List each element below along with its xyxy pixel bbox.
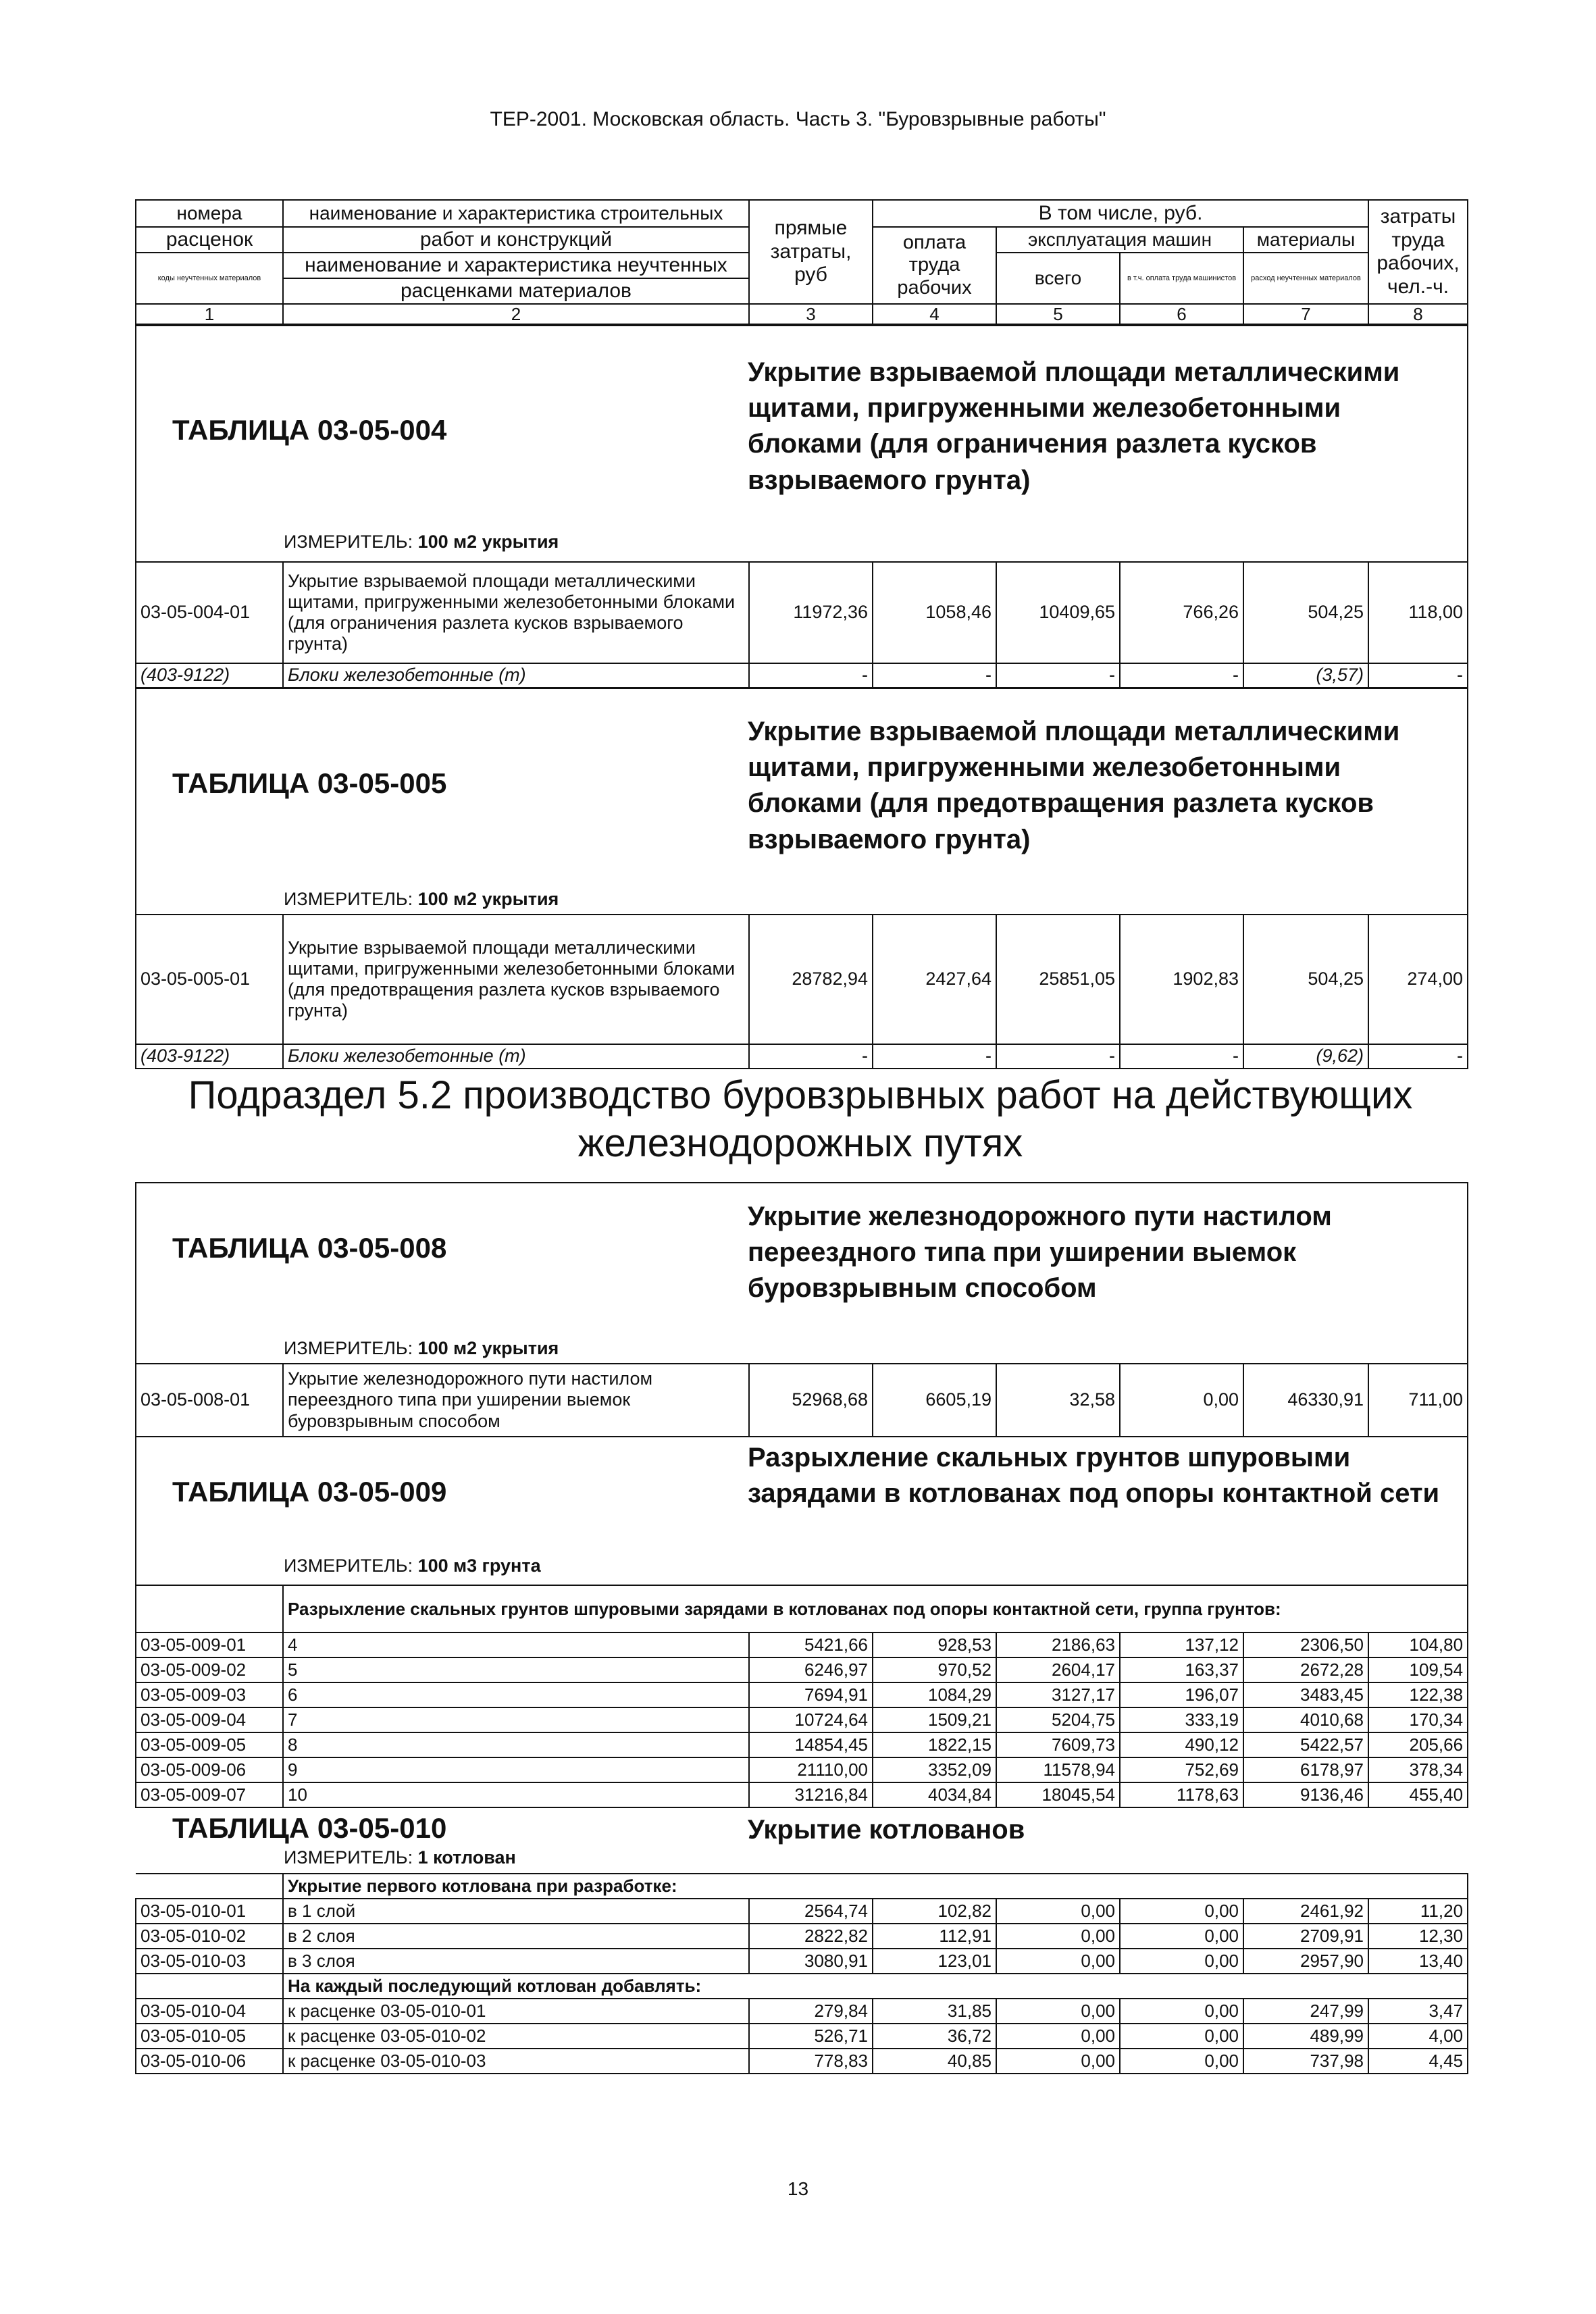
dash: - (873, 1044, 996, 1069)
direct-costs: 31216,84 (749, 1782, 873, 1807)
page-number: 13 (787, 2178, 809, 2199)
rate-name: 9 (283, 1757, 749, 1782)
rate-name: Укрытие железнодорожного пути настилом переездного типа при уширении выемок буровзрывным способом (283, 1364, 749, 1437)
direct-costs: 2564,74 (749, 1899, 873, 1924)
measure-label: ИЗМЕРИТЕЛЬ: (284, 1555, 413, 1576)
operator-pay: 766,26 (1120, 562, 1243, 663)
operator-pay: 0,00 (1120, 1924, 1243, 1949)
dash: - (1368, 1044, 1468, 1069)
direct-costs: 526,71 (749, 2024, 873, 2049)
rate-code: 03-05-010-01 (136, 1899, 283, 1924)
col-number: 1 (136, 304, 283, 326)
col7-header: расход неучтенных материалов (1243, 253, 1368, 304)
operator-pay: 333,19 (1120, 1707, 1243, 1732)
machines-total: 5204,75 (996, 1707, 1120, 1732)
labor-pay: 40,85 (873, 2049, 996, 2074)
labor-pay: 31,85 (873, 1999, 996, 2024)
rate-name: 4 (283, 1632, 749, 1657)
materials: 46330,91 (1243, 1364, 1368, 1437)
materials: 3483,45 (1243, 1682, 1368, 1707)
labor-pay: 970,52 (873, 1657, 996, 1682)
labor-pay: 928,53 (873, 1632, 996, 1657)
machines-total: 0,00 (996, 2024, 1120, 2049)
labor-hours: 118,00 (1368, 562, 1468, 663)
materials: 489,99 (1243, 2024, 1368, 2049)
dash: - (1120, 1044, 1243, 1069)
labor-pay: 36,72 (873, 2024, 996, 2049)
labor-hours: 122,38 (1368, 1682, 1468, 1707)
operator-pay: 137,12 (1120, 1632, 1243, 1657)
group-header: На каждый последующий котлован добавлять: (283, 1974, 1468, 1999)
direct-costs: 5421,66 (749, 1632, 873, 1657)
materials: 504,25 (1243, 562, 1368, 663)
rate-code: 03-05-004-01 (136, 562, 283, 663)
table-row (136, 1924, 1468, 1949)
direct-costs: 28782,94 (749, 915, 873, 1044)
material-code: (403-9122) (136, 663, 283, 688)
materials: 9136,46 (1243, 1782, 1368, 1807)
machines-header: эксплуатация машин (996, 227, 1243, 253)
machines-total: 32,58 (996, 1364, 1120, 1437)
labor-hours: 13,40 (1368, 1949, 1468, 1974)
labor-hours: 12,30 (1368, 1924, 1468, 1949)
materials: 2709,91 (1243, 1924, 1368, 1949)
table-009-measure (284, 1555, 541, 1576)
rate-code: 03-05-010-05 (136, 2024, 283, 2049)
col1-header-c: коды неучтенных материалов (136, 253, 283, 304)
operator-pay: 1178,63 (1120, 1782, 1243, 1807)
rate-name: 6 (283, 1682, 749, 1707)
labor-hours: 711,00 (1368, 1364, 1468, 1437)
table-row (136, 1999, 1468, 2024)
labor-pay: 1084,29 (873, 1682, 996, 1707)
rate-code: 03-05-010-02 (136, 1924, 283, 1949)
rate-name: 8 (283, 1732, 749, 1757)
labor-hours: 455,40 (1368, 1782, 1468, 1807)
rate-code: 03-05-009-03 (136, 1682, 283, 1707)
col-number: 6 (1120, 304, 1243, 326)
labor-hours: 170,34 (1368, 1707, 1468, 1732)
operator-pay: 0,00 (1120, 1364, 1243, 1437)
labor-pay: 123,01 (873, 1949, 996, 1974)
rate-name: к расценке 03-05-010-03 (283, 2049, 749, 2074)
col-number: 7 (1243, 304, 1368, 326)
materials: 2461,92 (1243, 1899, 1368, 1924)
table-005-rows (135, 914, 1468, 1069)
page-header: ТЕР-2001. Московская область. Часть 3. "Буровзрывные работы" (490, 108, 1106, 130)
col2-header-b: работ и конструкций (283, 227, 749, 253)
operator-pay: 0,00 (1120, 1949, 1243, 1974)
dash: - (1120, 663, 1243, 688)
table-row (136, 1732, 1468, 1757)
direct-costs: 6246,97 (749, 1657, 873, 1682)
labor-hours: 378,34 (1368, 1757, 1468, 1782)
materials: 2957,90 (1243, 1949, 1368, 1974)
labor-pay: 1058,46 (873, 562, 996, 663)
col1-header-a: номера (136, 200, 283, 227)
direct-costs: 778,83 (749, 2049, 873, 2074)
machines-total: 0,00 (996, 1999, 1120, 2024)
labor-hours: 104,80 (1368, 1632, 1468, 1657)
machines-total: 10409,65 (996, 562, 1120, 663)
machines-total: 25851,05 (996, 915, 1120, 1044)
materials-header: материалы (1243, 227, 1368, 253)
rate-code: 03-05-010-06 (136, 2049, 283, 2074)
machines-total: 7609,73 (996, 1732, 1120, 1757)
measure-value: 100 м2 укрытия (417, 889, 559, 909)
labor-hours: 4,00 (1368, 2024, 1468, 2049)
materials: 2672,28 (1243, 1657, 1368, 1682)
machines-total: 2186,63 (996, 1632, 1120, 1657)
measure-value: 100 м3 грунта (417, 1555, 541, 1576)
materials: 504,25 (1243, 915, 1368, 1044)
rate-code: 03-05-010-03 (136, 1949, 283, 1974)
table-008-description: Укрытие железнодорожного пути настилом переездного типа при уширении выемок буровзрывным способом (748, 1202, 1332, 1304)
col5-header: всего (996, 253, 1120, 304)
table-row (136, 1657, 1468, 1682)
rate-name: к расценке 03-05-010-01 (283, 1999, 749, 2024)
labor-hours: 4,45 (1368, 2049, 1468, 2074)
table-row (136, 1632, 1468, 1657)
table-010-rows (135, 1873, 1468, 2074)
measure-label: ИЗМЕРИТЕЛЬ: (284, 889, 413, 909)
material-quantity: (9,62) (1243, 1044, 1368, 1069)
operator-pay: 0,00 (1120, 2049, 1243, 2074)
col-number: 8 (1368, 304, 1468, 326)
table-010-title: ТАБЛИЦА 03-05-010 (172, 1812, 447, 1844)
table-009-rows (135, 1585, 1468, 1808)
labor-pay: 1509,21 (873, 1707, 996, 1732)
table-005-measure (284, 889, 559, 910)
operator-pay: 752,69 (1120, 1757, 1243, 1782)
rate-name: 10 (283, 1782, 749, 1807)
operator-pay: 0,00 (1120, 1899, 1243, 1924)
labor-pay: 4034,84 (873, 1782, 996, 1807)
labor-pay: 112,91 (873, 1924, 996, 1949)
material-name: Блоки железобетонные (т) (283, 663, 749, 688)
dash: - (1368, 663, 1468, 688)
rate-name: Укрытие взрываемой площади металлическими щитами, пригруженными железобетонными блоками (для предотвращения разлета кусков взрываемого грунта) (283, 915, 749, 1044)
dash: - (996, 1044, 1120, 1069)
operator-pay: 0,00 (1120, 1999, 1243, 2024)
labor-hours: 274,00 (1368, 915, 1468, 1044)
materials: 247,99 (1243, 1999, 1368, 2024)
materials: 737,98 (1243, 2049, 1368, 2074)
table-row (136, 1757, 1468, 1782)
material-name: Блоки железобетонные (т) (283, 1044, 749, 1069)
rate-code: 03-05-010-04 (136, 1999, 283, 2024)
table-004-title: ТАБЛИЦА 03-05-004 (172, 414, 447, 446)
rate-code: 03-05-009-06 (136, 1757, 283, 1782)
labor-hours: 205,66 (1368, 1732, 1468, 1757)
labor-pay: 102,82 (873, 1899, 996, 1924)
machines-total: 0,00 (996, 2049, 1120, 2074)
table-008-measure (284, 1338, 559, 1359)
direct-costs: 3080,91 (749, 1949, 873, 1974)
direct-costs: 10724,64 (749, 1707, 873, 1732)
materials: 5422,57 (1243, 1732, 1368, 1757)
col6-header: в т.ч. оплата труда машинистов (1120, 253, 1243, 304)
rate-name: Укрытие взрываемой площади металлическими щитами, пригруженными железобетонными блоками (для ограничения разлета кусков взрываемого грунта) (283, 562, 749, 663)
dash: - (873, 663, 996, 688)
direct-costs: 52968,68 (749, 1364, 873, 1437)
table-005-title: ТАБЛИЦА 03-05-005 (172, 767, 447, 799)
col-number: 5 (996, 304, 1120, 326)
direct-costs: 14854,45 (749, 1732, 873, 1757)
table-row (136, 2049, 1468, 2074)
labor-hours: 11,20 (1368, 1899, 1468, 1924)
machines-total: 2604,17 (996, 1657, 1120, 1682)
table-004-rows (135, 561, 1468, 688)
direct-costs: 2822,82 (749, 1924, 873, 1949)
dash: - (749, 663, 873, 688)
col2-header-d: расценками материалов (283, 278, 749, 304)
measure-value: 100 м2 укрытия (417, 532, 559, 552)
table-row (136, 1899, 1468, 1924)
table-004-measure (284, 532, 559, 552)
table-004-description: Укрытие взрываемой площади металлическими щитами, пригруженными железобетонными блоками (для ограничения разлета кусков взрываемого грунта) (748, 357, 1400, 495)
table-row (136, 1949, 1468, 1974)
table-row (136, 2024, 1468, 2049)
measure-value: 1 котлован (417, 1847, 516, 1868)
rate-code: 03-05-009-05 (136, 1732, 283, 1757)
table-009-title: ТАБЛИЦА 03-05-009 (172, 1476, 447, 1508)
material-code: (403-9122) (136, 1044, 283, 1069)
measure-label: ИЗМЕРИТЕЛЬ: (284, 1338, 413, 1358)
subsection-heading: Подраздел 5.2 производство буровзрывных работ на действующих железнодорожных путях (188, 1073, 1413, 1165)
group-header: Разрыхление скальных грунтов шпуровыми зарядами в котлованах под опоры контактной сети, группа грунтов: (283, 1585, 1468, 1632)
rate-code: 03-05-008-01 (136, 1364, 283, 1437)
column-header-table (135, 199, 1468, 326)
rate-name: в 3 слоя (283, 1949, 749, 1974)
table-row (136, 1782, 1468, 1807)
col-number: 2 (283, 304, 749, 326)
direct-costs: 11972,36 (749, 562, 873, 663)
direct-costs: 279,84 (749, 1999, 873, 2024)
labor-hours: 3,47 (1368, 1999, 1468, 2024)
labor-pay: 1822,15 (873, 1732, 996, 1757)
table-row (136, 1707, 1468, 1732)
machines-total: 0,00 (996, 1949, 1120, 1974)
direct-costs: 21110,00 (749, 1757, 873, 1782)
col2-header-c: наименование и характеристика неучтенных (283, 253, 749, 278)
table-008-title: ТАБЛИЦА 03-05-008 (172, 1232, 447, 1264)
rate-name: 5 (283, 1657, 749, 1682)
rate-code: 03-05-005-01 (136, 915, 283, 1044)
rate-name: к расценке 03-05-010-02 (283, 2024, 749, 2049)
rate-code: 03-05-009-02 (136, 1657, 283, 1682)
machines-total: 18045,54 (996, 1782, 1120, 1807)
col1-header-b: расценок (136, 227, 283, 253)
col8-header: затраты труда рабочих, чел.-ч. (1368, 200, 1468, 304)
operator-pay: 1902,83 (1120, 915, 1243, 1044)
col-number: 3 (749, 304, 873, 326)
machines-total: 0,00 (996, 1924, 1120, 1949)
rate-code: 03-05-009-01 (136, 1632, 283, 1657)
table-009-description: Разрыхление скальных грунтов шпуровыми зарядами в котлованах под опоры контактной сети (748, 1443, 1440, 1509)
operator-pay: 0,00 (1120, 2024, 1243, 2049)
group-header: Укрытие первого котлована при разработке: (283, 1874, 1468, 1899)
table-010-measure (284, 1847, 516, 1868)
labor-hours: 109,54 (1368, 1657, 1468, 1682)
machines-total: 11578,94 (996, 1757, 1120, 1782)
col3-header: прямые затраты, руб (749, 200, 873, 304)
labor-pay: 6605,19 (873, 1364, 996, 1437)
including-header: В том числе, руб. (873, 200, 1368, 227)
material-quantity: (3,57) (1243, 663, 1368, 688)
col2-header-a: наименование и характеристика строительных (283, 200, 749, 227)
operator-pay: 163,37 (1120, 1657, 1243, 1682)
direct-costs: 7694,91 (749, 1682, 873, 1707)
materials: 6178,97 (1243, 1757, 1368, 1782)
labor-pay: 2427,64 (873, 915, 996, 1044)
dash: - (996, 663, 1120, 688)
measure-label: ИЗМЕРИТЕЛЬ: (284, 1847, 413, 1868)
measure-value: 100 м2 укрытия (417, 1338, 559, 1358)
col-number: 4 (873, 304, 996, 326)
table-008-rows (135, 1363, 1468, 1437)
dash: - (749, 1044, 873, 1069)
rate-name: в 1 слой (283, 1899, 749, 1924)
labor-pay: 3352,09 (873, 1757, 996, 1782)
rate-code: 03-05-009-04 (136, 1707, 283, 1732)
machines-total: 0,00 (996, 1899, 1120, 1924)
rate-name: в 2 слоя (283, 1924, 749, 1949)
machines-total: 3127,17 (996, 1682, 1120, 1707)
table-010-description: Укрытие котлованов (748, 1815, 1025, 1845)
rate-name: 7 (283, 1707, 749, 1732)
rate-code: 03-05-009-07 (136, 1782, 283, 1807)
table-005-description: Укрытие взрываемой площади металлическими щитами, пригруженными железобетонными блоками (для предотвращения разлета кусков взрываемого грунта) (748, 717, 1400, 854)
measure-label: ИЗМЕРИТЕЛЬ: (284, 532, 413, 552)
materials: 2306,50 (1243, 1632, 1368, 1657)
materials: 4010,68 (1243, 1707, 1368, 1732)
col4-header: оплата труда рабочих (873, 227, 996, 304)
operator-pay: 490,12 (1120, 1732, 1243, 1757)
table-row (136, 1682, 1468, 1707)
operator-pay: 196,07 (1120, 1682, 1243, 1707)
